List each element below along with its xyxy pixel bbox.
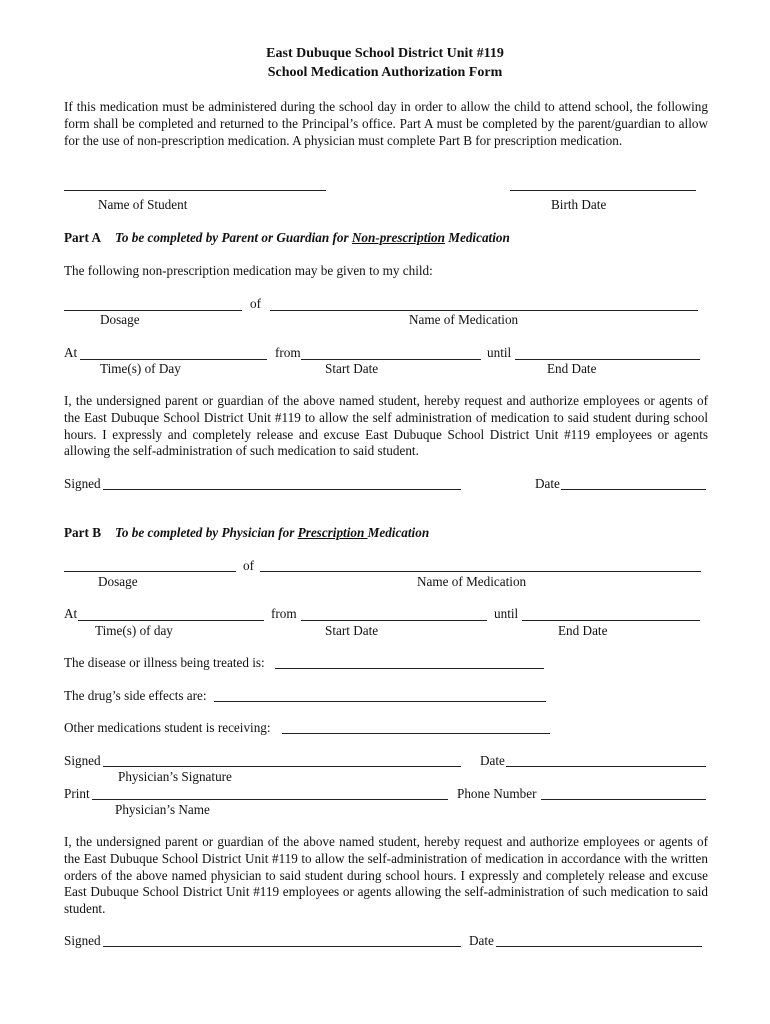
physician-signature-line[interactable] (103, 766, 461, 767)
side-effects-line[interactable] (214, 701, 546, 702)
final-signed: Signed (64, 933, 101, 948)
part-b-date-line[interactable] (506, 766, 706, 767)
part-a-start-line[interactable] (301, 359, 481, 360)
part-b-label: Part B (64, 525, 101, 540)
part-b-medication-line[interactable] (260, 571, 701, 572)
part-b-dosage-line[interactable] (64, 571, 236, 572)
print-label: Print (64, 786, 90, 801)
phone-line[interactable] (541, 799, 706, 800)
part-a-from: from (275, 345, 301, 360)
student-name-line[interactable] (64, 190, 326, 191)
part-a-date: Date (535, 476, 560, 491)
part-a-signature-line[interactable] (103, 489, 461, 490)
part-a-dosage-label: Dosage (100, 312, 140, 327)
part-a-end-line[interactable] (515, 359, 700, 360)
part-a-times-line[interactable] (80, 359, 267, 360)
final-date-line[interactable] (496, 946, 702, 947)
part-a-signed: Signed (64, 476, 101, 491)
birth-date-line[interactable] (510, 190, 696, 191)
part-a-dosage-line[interactable] (64, 310, 242, 311)
part-a-heading: Part A To be completed by Parent or Guardian for Non-prescription Medication (64, 230, 510, 245)
physician-name-line[interactable] (92, 799, 448, 800)
final-signature-line[interactable] (103, 946, 461, 947)
side-effects-label: The drug’s side effects are: (64, 688, 207, 703)
part-b-end-label: End Date (558, 623, 608, 638)
part-b-release-paragraph: I, the undersigned parent or guardian of the above named student, hereby request and authorize employees or agents of the East Dubuque School District Unit #119 to allow the self-administration of medication in accordance with the written orders of the above named physician to said student during school hours. I expressly and completely release and excuse East Dubuque School District Unit #119 employees or agents allowing the self-administration of such medication to said student. (64, 834, 708, 917)
disease-label: The disease or illness being treated is: (64, 655, 265, 670)
part-b-medication-label: Name of Medication (417, 574, 527, 589)
birth-date-label: Birth Date (551, 197, 607, 212)
part-b-dosage-label: Dosage (98, 574, 138, 589)
physician-name-label: Physician’s Name (115, 802, 210, 817)
part-b-of: of (243, 558, 254, 573)
student-name-label: Name of Student (98, 197, 188, 212)
part-b-times-line[interactable] (78, 620, 264, 621)
part-a-date-line[interactable] (561, 489, 706, 490)
part-a-end-label: End Date (547, 361, 597, 376)
part-b-heading: Part B To be completed by Physician for Prescription Medication (64, 525, 430, 540)
part-a-release-paragraph: I, the undersigned parent or guardian of the above named student, hereby request and authorize employees or agents of the East Dubuque School District Unit #119 to allow the self administration of medication to said student during school hours. I expressly and completely release and excuse East Dubuque School District Unit #119 employees or agents allowing the self-administration of such medication to said student. (64, 393, 708, 459)
part-a-label: Part A (64, 230, 101, 245)
part-b-start-line[interactable] (301, 620, 487, 621)
disease-line[interactable] (275, 668, 544, 669)
part-b-start-label: Start Date (325, 623, 379, 638)
part-a-medication-label: Name of Medication (409, 312, 519, 327)
part-b-end-line[interactable] (522, 620, 700, 621)
intro-paragraph: If this medication must be administered during the school day in order to allow the child to attend school, the following form shall be completed and returned to the Principal’s office. Part A must be completed by the parent/guardian to allow for the use of non-prescription medication. A physician must complete Part B for prescription medication. (64, 99, 708, 148)
final-date: Date (469, 933, 494, 948)
part-b-date: Date (480, 753, 505, 768)
form-title: School Medication Authorization Form (267, 65, 503, 80)
part-a-at: At (64, 345, 78, 360)
part-a-statement: The following non-prescription medication may be given to my child: (64, 263, 433, 278)
form-title-district: East Dubuque School District Unit #119 (266, 46, 504, 61)
other-meds-label: Other medications student is receiving: (64, 720, 271, 735)
part-a-times-label: Time(s) of Day (100, 361, 181, 376)
part-b-until: until (494, 606, 519, 621)
part-b-at: At (64, 606, 78, 621)
other-meds-line[interactable] (282, 733, 550, 734)
part-a-medication-line[interactable] (270, 310, 698, 311)
part-a-of: of (250, 296, 261, 311)
part-b-from: from (271, 606, 297, 621)
phone-label: Phone Number (457, 786, 537, 801)
part-b-times-label: Time(s) of day (95, 623, 173, 638)
part-b-signed: Signed (64, 753, 101, 768)
part-a-until: until (487, 345, 512, 360)
part-a-start-label: Start Date (325, 361, 379, 376)
physician-signature-label: Physician’s Signature (118, 769, 232, 784)
